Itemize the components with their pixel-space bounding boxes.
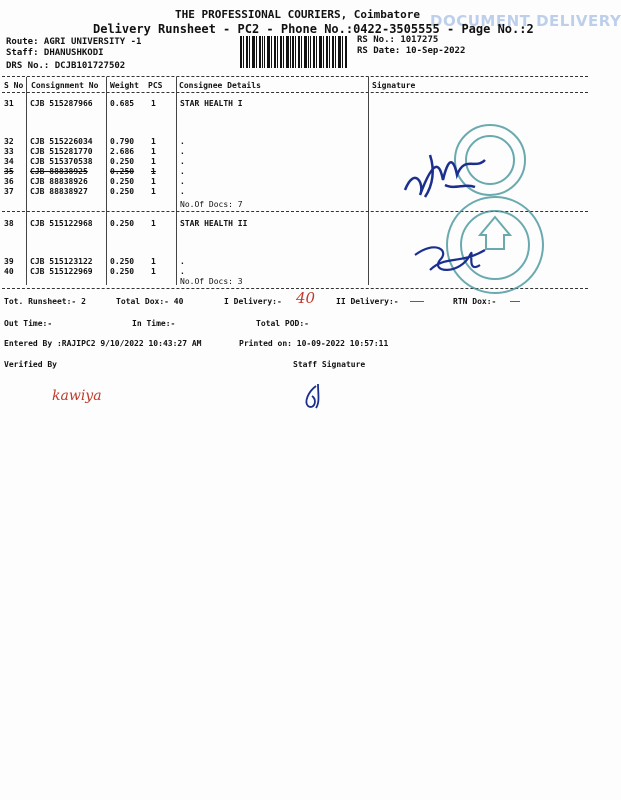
entered-by: Entered By :RAJIPC2 9/10/2022 10:43:27 AM xyxy=(4,339,202,348)
row-sno: 32 xyxy=(4,137,14,146)
col-weight: Weight xyxy=(110,81,139,90)
row-pcs: 1 xyxy=(151,177,156,186)
row-consignment: CJB 515123122 xyxy=(30,257,93,266)
row-sno: 37 xyxy=(4,187,14,196)
row-weight: 2.686 xyxy=(110,147,135,156)
row-weight: 0.250 xyxy=(110,167,135,176)
row-pcs: 1 xyxy=(151,157,156,166)
row-weight: 0.250 xyxy=(110,267,135,276)
consignee-name: STAR HEALTH I xyxy=(180,99,243,108)
col-sno: S No xyxy=(4,81,24,90)
row-sno: 38 xyxy=(4,219,14,228)
company-name: THE PROFESSIONAL COURIERS, Coimbatore xyxy=(175,8,421,21)
row-weight: 0.250 xyxy=(110,157,135,166)
i-delivery: I Delivery:- xyxy=(224,297,282,306)
row-detail: . xyxy=(180,167,185,176)
row-pcs: 1 xyxy=(151,187,156,196)
row-consignment: CJB 88838925 xyxy=(30,167,88,176)
row-weight: 0.790 xyxy=(110,137,135,146)
row-sno: 39 xyxy=(4,257,14,266)
row-pcs: 1 xyxy=(151,219,156,228)
col-consignment: Consignment No xyxy=(31,81,99,90)
col-divider xyxy=(368,77,369,285)
consignee-name: STAR HEALTH II xyxy=(180,219,248,228)
printed-on: Printed on: 10-09-2022 10:57:11 xyxy=(239,339,389,348)
row-sno: 31 xyxy=(4,99,14,108)
rtn-dox-dash xyxy=(510,301,520,302)
col-divider xyxy=(106,77,107,285)
row-weight: 0.250 xyxy=(110,257,135,266)
ii-delivery: II Delivery:- xyxy=(336,297,399,306)
staff-signature xyxy=(298,382,328,412)
signature-1 xyxy=(395,135,495,205)
row-pcs: 1 xyxy=(151,147,156,156)
total-dox: Total Dox:- 40 xyxy=(116,297,184,306)
row-pcs: 1 xyxy=(151,257,156,266)
col-pcs: PCS xyxy=(148,81,163,90)
col-divider xyxy=(176,77,177,285)
verified-by-handwriting: kawiya xyxy=(52,388,102,404)
drs-number: DRS No.: DCJB101727502 xyxy=(6,61,126,71)
col-consignee: Consignee Details xyxy=(179,81,261,90)
row-detail: . xyxy=(180,267,185,276)
staff-label: Staff: DHANUSHKODI xyxy=(6,48,104,58)
row-consignment: CJB 515226034 xyxy=(30,137,93,146)
signature-2 xyxy=(410,235,490,280)
docs-count: No.Of Docs: 3 xyxy=(180,277,243,286)
row-consignment: CJB 515287966 xyxy=(30,99,93,108)
total-runsheet: Tot. Runsheet:- 2 xyxy=(4,297,86,306)
row-weight: 0.250 xyxy=(110,187,135,196)
row-consignment: CJB 515370538 xyxy=(30,157,93,166)
document-delivery-watermark: DOCUMENT DELIVERY xyxy=(430,12,621,30)
row-sno: 33 xyxy=(4,147,14,156)
col-divider xyxy=(26,77,27,285)
rs-date: RS Date: 10-Sep-2022 xyxy=(357,46,466,56)
table-top-rule xyxy=(2,76,588,77)
docs-count: No.Of Docs: 7 xyxy=(180,200,243,209)
row-sno: 36 xyxy=(4,177,14,186)
row-weight: 0.250 xyxy=(110,177,135,186)
row-sno: 34 xyxy=(4,157,14,166)
runsheet-title: Delivery Runsheet - PC2 - Phone No.:0422-3505555 - Page No.:2 xyxy=(93,22,534,36)
row-consignment: CJB 88838926 xyxy=(30,177,88,186)
rs-number: RS No.: 1017275 xyxy=(357,35,439,45)
row-consignment: CJB 515281770 xyxy=(30,147,93,156)
row-detail: . xyxy=(180,157,185,166)
verified-by-label: Verified By xyxy=(4,360,57,369)
rtn-dox: RTN Dox:- xyxy=(453,297,497,306)
row-pcs: 1 xyxy=(151,99,156,108)
table-header-rule xyxy=(2,92,588,93)
route-label: Route: AGRI UNIVERSITY -1 xyxy=(6,37,142,47)
col-signature: Signature xyxy=(372,81,416,90)
i-delivery-handwritten: 40 xyxy=(296,289,316,307)
row-pcs: 1 xyxy=(151,267,156,276)
row-weight: 0.685 xyxy=(110,99,135,108)
row-sno: 35 xyxy=(4,167,14,176)
barcode xyxy=(240,36,348,68)
row-pcs: 1 xyxy=(151,167,156,176)
ii-delivery-dash xyxy=(410,301,424,302)
in-time: In Time:- xyxy=(132,319,176,328)
row-detail: . xyxy=(180,187,185,196)
row-consignment: CJB 515122969 xyxy=(30,267,93,276)
row-pcs: 1 xyxy=(151,137,156,146)
out-time: Out Time:- xyxy=(4,319,53,328)
total-pod: Total POD:- xyxy=(256,319,309,328)
row-detail: . xyxy=(180,147,185,156)
row-consignment: CJB 515122968 xyxy=(30,219,93,228)
row-consignment: CJB 88838927 xyxy=(30,187,88,196)
staff-signature-label: Staff Signature xyxy=(293,360,366,369)
row-detail: . xyxy=(180,257,185,266)
row-detail: . xyxy=(180,137,185,146)
row-detail: . xyxy=(180,177,185,186)
row-weight: 0.250 xyxy=(110,219,135,228)
row-sno: 40 xyxy=(4,267,14,276)
